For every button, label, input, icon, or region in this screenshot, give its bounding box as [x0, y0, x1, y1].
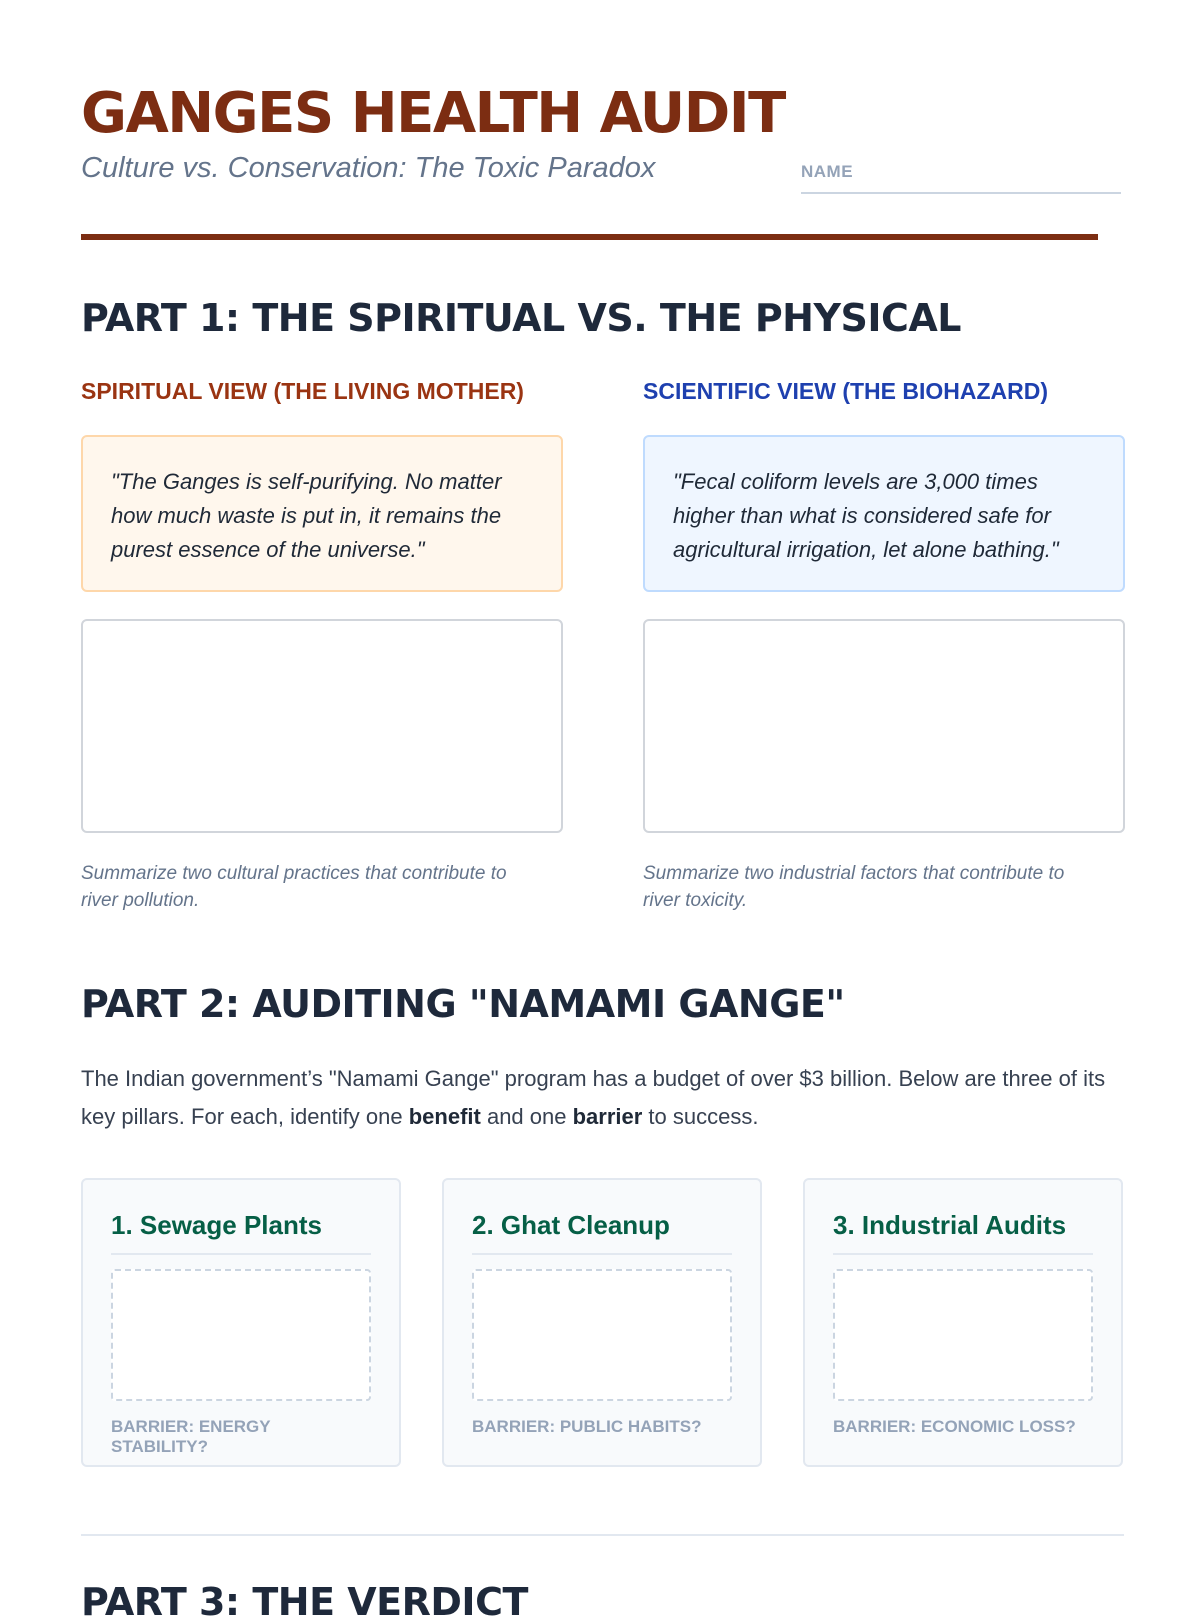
part2-intro: [81, 1060, 1111, 1136]
intro-bold-benefit: benefit: [408, 1104, 481, 1129]
pillar-answer-box[interactable]: [472, 1269, 732, 1401]
part1-title: PART 1: THE SPIRITUAL VS. THE PHYSICAL: [81, 296, 962, 340]
pillar-card-sewage: [81, 1178, 401, 1467]
pillar-barrier: BARRIER: ENERGY STABILITY?: [111, 1417, 271, 1456]
pillar-answer-box[interactable]: [833, 1269, 1093, 1401]
scientific-answer-box[interactable]: [643, 619, 1125, 833]
header: [81, 0, 1098, 240]
part2-title: PART 2: AUDITING "NAMAMI GANGE": [81, 982, 845, 1026]
page-subtitle: Culture vs. Conservation: The Toxic Paradox: [81, 152, 656, 184]
pillar-barrier: BARRIER: PUBLIC HABITS?: [472, 1417, 702, 1436]
name-field[interactable]: [801, 162, 1121, 194]
scientific-view-label: SCIENTIFIC VIEW (THE BIOHAZARD): [643, 378, 1049, 404]
pillar-card-industrial: [803, 1178, 1123, 1467]
intro-text-c: to success.: [642, 1104, 759, 1129]
spiritual-quote: "The Ganges is self-purifying. No matter how much waste is put in, it remains the purest essence of the universe.": [81, 435, 563, 592]
scientific-quote: "Fecal coliform levels are 3,000 times higher than what is considered safe for agricultural irrigation, let alone bathing.": [643, 435, 1125, 592]
header-divider: [81, 234, 1098, 240]
pillar-answer-box[interactable]: [111, 1269, 371, 1401]
page-title: GANGES HEALTH AUDIT: [81, 81, 785, 146]
scientific-prompt: Summarize two industrial factors that contribute to river toxicity.: [643, 863, 1065, 911]
spiritual-prompt: Summarize two cultural practices that contribute to river pollution.: [81, 863, 507, 911]
pillar-title: 2. Ghat Cleanup: [472, 1210, 732, 1255]
pillar-card-ghat: [442, 1178, 762, 1467]
spiritual-view-label: SPIRITUAL VIEW (THE LIVING MOTHER): [81, 378, 524, 404]
intro-text-a: The Indian government’s "Namami Gange" program has a budget of over $3 billion. Below are three of its key pillars. For each, identify one: [81, 1066, 1106, 1129]
pillar-title: 3. Industrial Audits: [833, 1210, 1093, 1255]
intro-bold-barrier: barrier: [572, 1104, 643, 1129]
intro-text-b: and one: [480, 1104, 573, 1129]
name-label: NAME: [801, 162, 854, 181]
section-divider: [81, 1534, 1124, 1536]
pillar-title: 1. Sewage Plants: [111, 1210, 371, 1255]
pillar-barrier: BARRIER: ECONOMIC LOSS?: [833, 1417, 1076, 1436]
spiritual-answer-box[interactable]: [81, 619, 563, 833]
part3-title: PART 3: THE VERDICT: [81, 1580, 528, 1624]
